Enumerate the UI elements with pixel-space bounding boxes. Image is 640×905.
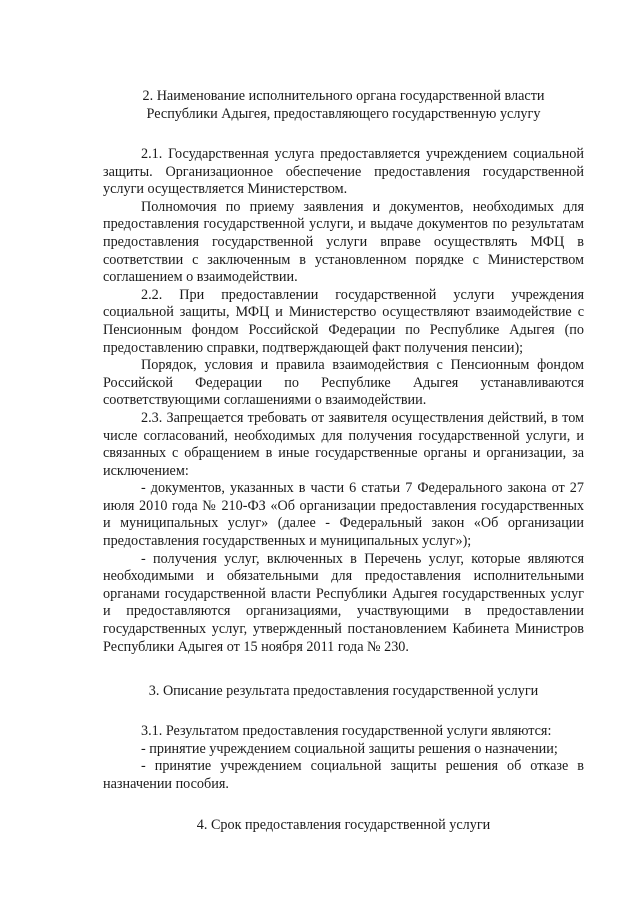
paragraph-result-grant: - принятие учреждением социальной защиты решения о назначении;	[141, 740, 558, 757]
section-2-heading-line-1: 2. Наименование исполнительного органа государственной власти	[142, 88, 545, 104]
section-3-body	[103, 723, 584, 793]
section-4-heading	[103, 817, 584, 835]
paragraph-interaction-procedure: Порядок, условия и правила взаимодействия с Пенсионным фондом Российской Федерации по Республике Адыгея устанавливаются соответствующими соглашениями о взаимодействии.	[103, 357, 584, 409]
section-4-heading-text: 4. Срок предоставления государственной услуги	[196, 817, 491, 833]
paragraph-exception-services: - получения услуг, включенных в Перечень услуг, которые являются необходимыми и обязательными для предоставления исполнительными органами государственной власти Республики Адыгея государственных услуг и предоставляются организациями, участвующими в предоставлении государственных услуг, утвержденный постановлением Кабинета Министров Республики Адыгея от 15 ноября 2011 года № 230.	[103, 550, 584, 655]
paragraph-2-2: 2.2. При предоставлении государственной услуги учреждения социальной защиты, МФЦ и Министерство осуществляют взаимодействие с Пенсионным фондом Российской Федерации по Республике Адыгея (по предоставлению справки, подтверждающей факт получения пенсии);	[103, 286, 584, 356]
section-2-heading	[103, 88, 584, 123]
paragraph-2-1: 2.1. Государственная услуга предоставляется учреждением социальной защиты. Организационное обеспечение предоставления государственной услуги осуществляется Министерством.	[103, 146, 584, 198]
section-2-heading-line-2: Республики Адыгея, предоставляющего государственную услугу	[146, 105, 541, 122]
section-2-body	[103, 146, 584, 656]
paragraph-mfc-powers: Полномочия по приему заявления и документов, необходимых для предоставления государственной услуги, и выдаче документов по результатам предоставления государственной услуги вправе осуществлять МФЦ в соответствии с заключенным в установленном порядке с Министерством соглашением о взаимодействии.	[103, 198, 584, 286]
paragraph-2-3: 2.3. Запрещается требовать от заявителя осуществления действий, в том числе согласований, необходимых для получения государственной услуги, и связанных с обращением в иные государственные органы и организации, за исключением:	[103, 409, 584, 479]
section-3-heading-text: 3. Описание результата предоставления государственной услуги	[148, 683, 539, 699]
section-3-heading	[103, 683, 584, 701]
paragraph-exception-documents: - документов, указанных в части 6 статьи 7 Федерального закона от 27 июля 2010 года № 210-ФЗ «Об организации предоставления государственных и муниципальных услуг» (далее - Федеральный закон «Об организации предоставления государственных и муниципальных услуг»);	[103, 480, 584, 550]
paragraph-3-1: 3.1. Результатом предоставления государственной услуги являются:	[141, 723, 552, 739]
paragraph-result-refusal: - принятие учреждением социальной защиты решения об отказе в назначении пособия.	[103, 758, 584, 792]
